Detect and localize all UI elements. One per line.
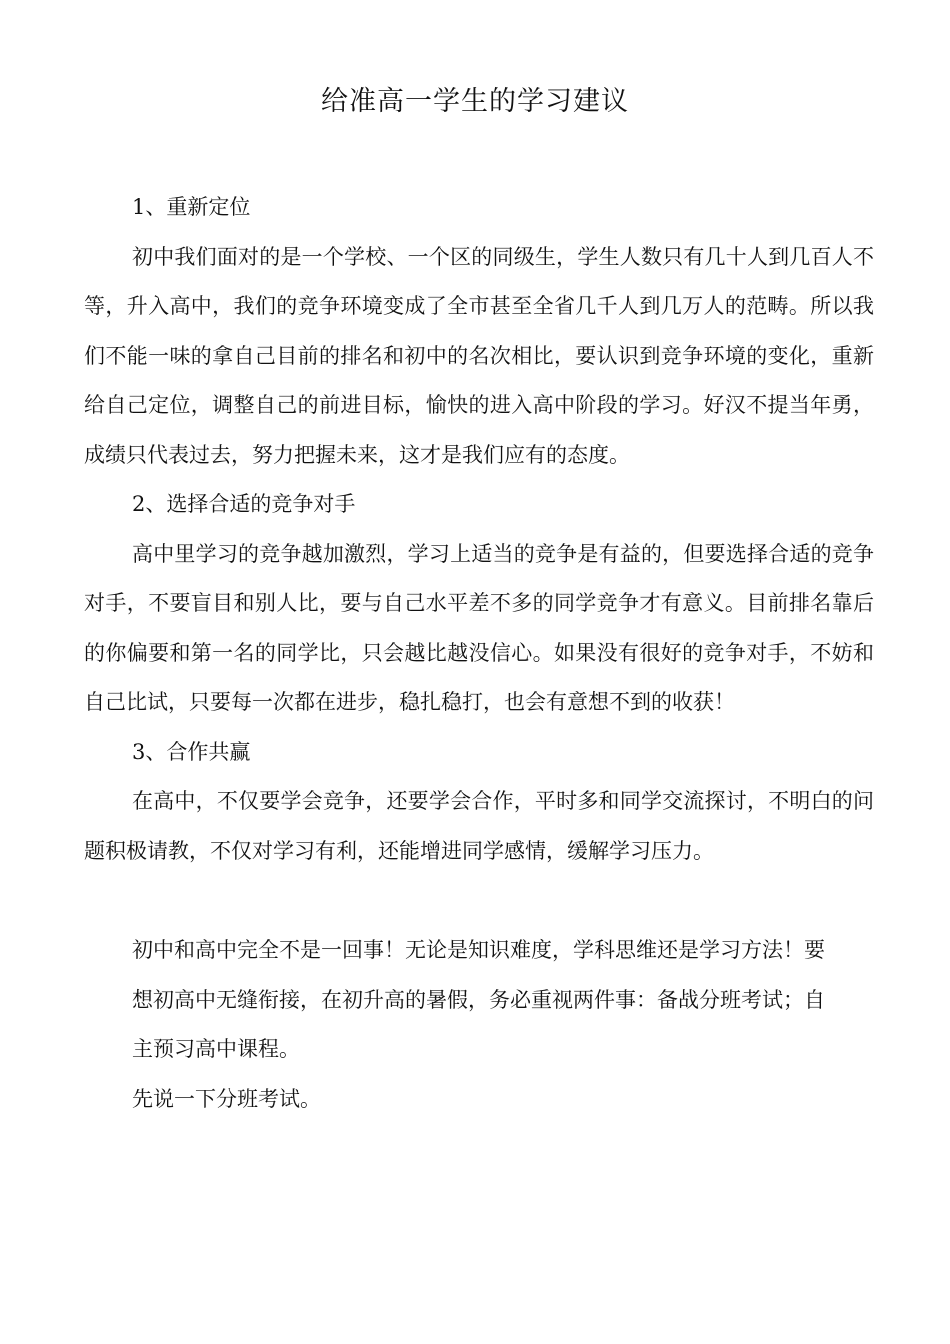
- closing-line-4: 先说一下分班考试。: [132, 1086, 321, 1111]
- document-body: [84, 183, 874, 1124]
- section-heading-2: 2、选择合适的竞争对手: [132, 492, 356, 516]
- closing-line-2: 想初高中无缝衔接，在初升高的暑假，务必重视两件事：备战分班考试；自: [132, 987, 825, 1012]
- section-paragraph-2: 高中里学习的竞争越加激烈，学习上适当的竞争是有益的，但要选择合适的竞争对手，不要盲目和别人比，要与自己水平差不多的同学竞争才有意义。目前排名靠后的你偏要和第一名的同学比，只会越比越没信心。如果没有很好的竞争对手，不妨和自己比试，只要每一次都在进步，稳扎稳打，也会有意想不到的收获！: [84, 541, 874, 714]
- document-title: 给准高一学生的学习建议: [321, 86, 629, 117]
- section-heading-1: 1、重新定位: [132, 195, 251, 219]
- section-heading-3: 3、合作共赢: [132, 739, 251, 764]
- section-paragraph-1: 初中我们面对的是一个学校、一个区的同级生，学生人数只有几十人到几百人不等，升入高中，我们的竞争环境变成了全市甚至全省几千人到几万人的范畴。所以我们不能一味的拿自己目前的排名和初中的名次相比，要认识到竞争环境的变化，重新给自己定位，调整自己的前进目标，愉快的进入高中阶段的学习。好汉不提当年勇，成绩只代表过去，努力把握未来，这才是我们应有的态度。: [84, 244, 874, 467]
- blank-line: [84, 876, 874, 926]
- closing-line-3: 主预习高中课程。: [132, 1037, 300, 1061]
- closing-line-1: 初中和高中完全不是一回事！无论是知识难度，学科思维还是学习方法！要: [132, 938, 825, 962]
- section-paragraph-3: 在高中，不仅要学会竞争，还要学会合作，平时多和同学交流探讨，不明白的问题积极请教，不仅对学习有利，还能增进同学感情，缓解学习压力。: [84, 789, 874, 863]
